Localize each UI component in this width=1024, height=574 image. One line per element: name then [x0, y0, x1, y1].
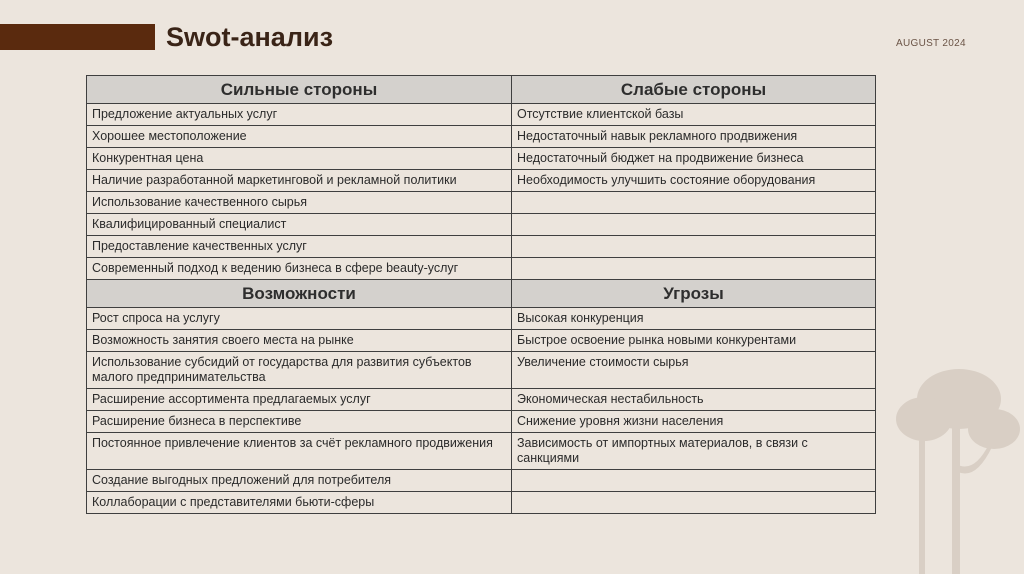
table-row — [87, 126, 876, 148]
threat-cell: Увеличение стоимости сырья — [512, 352, 876, 389]
threat-cell: Экономическая нестабильность — [512, 389, 876, 411]
weakness-cell: Недостаточный бюджет на продвижение бизнеса — [512, 148, 876, 170]
weakness-cell: Отсутствие клиентской базы — [512, 104, 876, 126]
table-row — [87, 104, 876, 126]
strength-cell: Современный подход к ведению бизнеса в сфере beauty-услуг — [87, 258, 512, 280]
strength-cell: Хорошее местоположение — [87, 126, 512, 148]
threat-cell: Высокая конкуренция — [512, 308, 876, 330]
table-row — [87, 492, 876, 514]
date-label: AUGUST 2024 — [896, 38, 966, 49]
strength-cell: Предложение актуальных услуг — [87, 104, 512, 126]
strength-cell: Наличие разработанной маркетинговой и рекламной политики — [87, 170, 512, 192]
strength-cell: Квалифицированный специалист — [87, 214, 512, 236]
weakness-cell — [512, 258, 876, 280]
strength-cell: Использование качественного сырья — [87, 192, 512, 214]
table-row — [87, 330, 876, 352]
weakness-cell — [512, 192, 876, 214]
table-row — [87, 308, 876, 330]
swot-table — [86, 75, 876, 514]
table-row — [87, 170, 876, 192]
opportunity-cell: Постоянное привлечение клиентов за счёт рекламного продвижения — [87, 433, 512, 470]
table-row — [87, 411, 876, 433]
page-title: Swot-анализ — [166, 22, 333, 52]
threats-heading: Угрозы — [512, 280, 876, 308]
table-row — [87, 352, 876, 389]
table-row — [87, 258, 876, 280]
weakness-cell — [512, 236, 876, 258]
table-row — [87, 433, 876, 470]
weakness-cell — [512, 214, 876, 236]
opportunity-cell: Возможность занятия своего места на рынке — [87, 330, 512, 352]
weakness-cell: Необходимость улучшить состояние оборудования — [512, 170, 876, 192]
opportunity-cell: Коллаборации с представителями бьюти-сферы — [87, 492, 512, 514]
table-row — [87, 389, 876, 411]
strength-cell: Предоставление качественных услуг — [87, 236, 512, 258]
strengths-heading: Сильные стороны — [87, 76, 512, 104]
table-header-row — [87, 280, 876, 308]
threat-cell — [512, 470, 876, 492]
table-row — [87, 192, 876, 214]
threat-cell: Снижение уровня жизни населения — [512, 411, 876, 433]
opportunity-cell: Создание выгодных предложений для потребителя — [87, 470, 512, 492]
table-row — [87, 148, 876, 170]
table-header-row — [87, 76, 876, 104]
opportunity-cell: Использование субсидий от государства для развития субъектов малого предпринимательства — [87, 352, 512, 389]
opportunities-heading: Возможности — [87, 280, 512, 308]
table-row — [87, 470, 876, 492]
accent-bar — [0, 24, 155, 50]
plant-shadow-decoration — [864, 324, 1024, 574]
table-row — [87, 236, 876, 258]
threat-cell — [512, 492, 876, 514]
threat-cell: Быстрое освоение рынка новыми конкурентами — [512, 330, 876, 352]
weakness-cell: Недостаточный навык рекламного продвижения — [512, 126, 876, 148]
strength-cell: Конкурентная цена — [87, 148, 512, 170]
threat-cell: Зависимость от импортных материалов, в связи с санкциями — [512, 433, 876, 470]
weaknesses-heading: Слабые стороны — [512, 76, 876, 104]
opportunity-cell: Рост спроса на услугу — [87, 308, 512, 330]
opportunity-cell: Расширение ассортимента предлагаемых услуг — [87, 389, 512, 411]
opportunity-cell: Расширение бизнеса в перспективе — [87, 411, 512, 433]
table-row — [87, 214, 876, 236]
